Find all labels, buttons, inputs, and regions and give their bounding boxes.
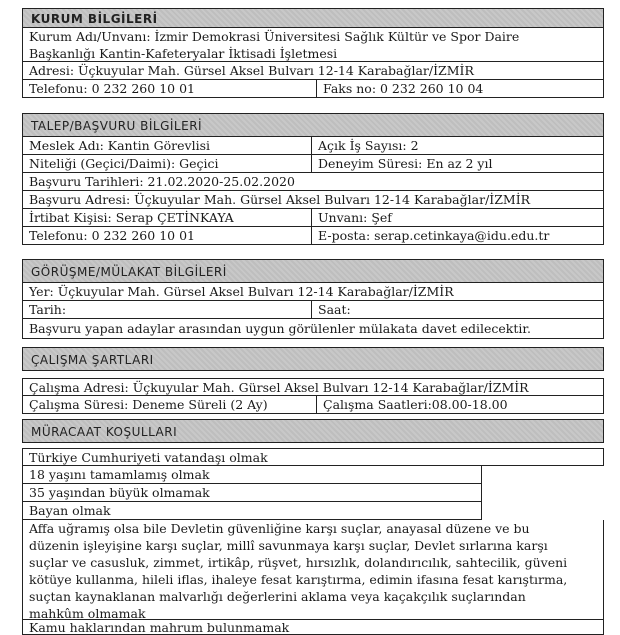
kosul-adli-sicil-line1: Affa uğramış olsa bile Devletin güvenliğine karşı suçlar, anayasal düzene ve bu (29, 521, 530, 536)
section-header-muracaat: MÜRACAAT KOŞULLARI (22, 419, 604, 443)
section-header-kurum: KURUM BİLGİLERİ (22, 8, 604, 28)
kosul-adli-sicil-line2: düzenin işleyişine karşı suçlar, millî savunmaya karşı suçlar, Devlet sırlarına karşı (29, 538, 548, 553)
kurum-adi-line1: Kurum Adı/Unvanı: İzmir Demokrasi Üniversitesi Sağlık Kültür ve Spor Daire (29, 29, 520, 44)
kosul-yas-35: 35 yaşından büyük olmamak (22, 484, 482, 502)
calisma-suresi: Çalışma Süresi: Deneme Süreli (2 Ay) (29, 397, 268, 412)
talep-telefon: Telefonu: 0 232 260 10 01 (29, 228, 195, 243)
section-header-calisma: ÇALIŞMA ŞARTLARI (22, 347, 604, 371)
gorusme-yer: Yer: Üçkuyular Mah. Gürsel Aksel Bulvarı 12-14 Karabağlar/İZMİR (22, 283, 604, 301)
unvan: Unvanı: Şef (311, 209, 604, 226)
talep-row-1 (22, 137, 604, 155)
kurum-adi (22, 28, 604, 62)
kosul-adli-sicil-line6: mahkûm olmamak (29, 606, 146, 620)
kosul-adli-sicil-line4: kötüye kullanma, hileli iflas, ihaleye fesat karıştırma, edimin ifasına fesat karıştırma, (29, 572, 568, 587)
meslek-adi: Meslek Adı: Kantin Görevlisi (29, 138, 211, 153)
kurum-adres: Adresi: Üçkuyular Mah. Gürsel Aksel Bulvarı 12-14 Karabağlar/İZMİR (22, 62, 604, 80)
calisma-adresi: Çalışma Adresi: Üçkuyular Mah. Gürsel Aksel Bulvarı 12-14 Karabağlar/İZMİR (22, 378, 604, 396)
kosul-yas-18: 18 yaşını tamamlamış olmak (22, 466, 482, 484)
kosul-bayan: Bayan olmak (22, 502, 482, 520)
irtibat-kisisi: İrtibat Kişisi: Serap ÇETİNKAYA (29, 210, 234, 225)
gorusme-saat: Saat: (311, 301, 604, 318)
acik-is-sayisi: Açık İş Sayısı: 2 (311, 137, 604, 154)
kurum-adi-line2: Başkanlığı Kantin-Kafeteryalar İktisadi İşletmesi (29, 46, 338, 61)
kosul-adli-sicil (22, 520, 604, 620)
basvuru-tarihleri: Başvuru Tarihleri: 21.02.2020-25.02.2020 (22, 173, 604, 191)
talep-row-iletisim (22, 227, 604, 245)
kosul-kamu-haklari: Kamu haklarından mahrum bulunmamak (22, 620, 604, 635)
niteligi: Niteliği (Geçici/Daimi): Geçici (29, 156, 219, 171)
talep-row-2 (22, 155, 604, 173)
talep-row-irtibat (22, 209, 604, 227)
kosul-adli-sicil-line3: suçlar ve casusluk, zimmet, irtikâp, rüşvet, hırsızlık, dolandırıcılık, sahtecilik, güveni (29, 555, 568, 570)
section-header-gorusme: GÖRÜŞME/MÜLAKAT BİLGİLERİ (22, 259, 604, 283)
gorusme-tarih: Tarih: (29, 302, 67, 317)
kurum-telefon: Telefonu: 0 232 260 10 01 (29, 81, 195, 96)
kurum-faks: Faks no: 0 232 260 10 04 (316, 80, 604, 97)
deneyim-suresi: Deneyim Süresi: En az 2 yıl (311, 155, 604, 172)
kosul-vatandas: Türkiye Cumhuriyeti vatandaşı olmak (22, 448, 604, 466)
gorusme-not: Başvuru yapan adaylar arasından uygun görülenler mülakata davet edilecektir. (22, 319, 604, 339)
calisma-sure-saat-row (22, 396, 604, 414)
kosul-adli-sicil-line5: suçtan kaynaklanan malvarlığı değerlerini aklama veya kaçakçılık suçlarından (29, 589, 526, 604)
gorusme-tarih-saat-row (22, 301, 604, 319)
application-form (22, 0, 606, 635)
calisma-saatleri: Çalışma Saatleri:08.00-18.00 (316, 396, 604, 413)
talep-eposta[interactable]: E-posta: serap.cetinkaya@idu.edu.tr (311, 227, 604, 244)
basvuru-adresi: Başvuru Adresi: Üçkuyular Mah. Gürsel Aksel Bulvarı 12-14 Karabağlar/İZMİR (22, 191, 604, 209)
section-header-talep: TALEP/BAŞVURU BİLGİLERİ (22, 113, 604, 137)
kurum-iletisim-row (22, 80, 604, 98)
